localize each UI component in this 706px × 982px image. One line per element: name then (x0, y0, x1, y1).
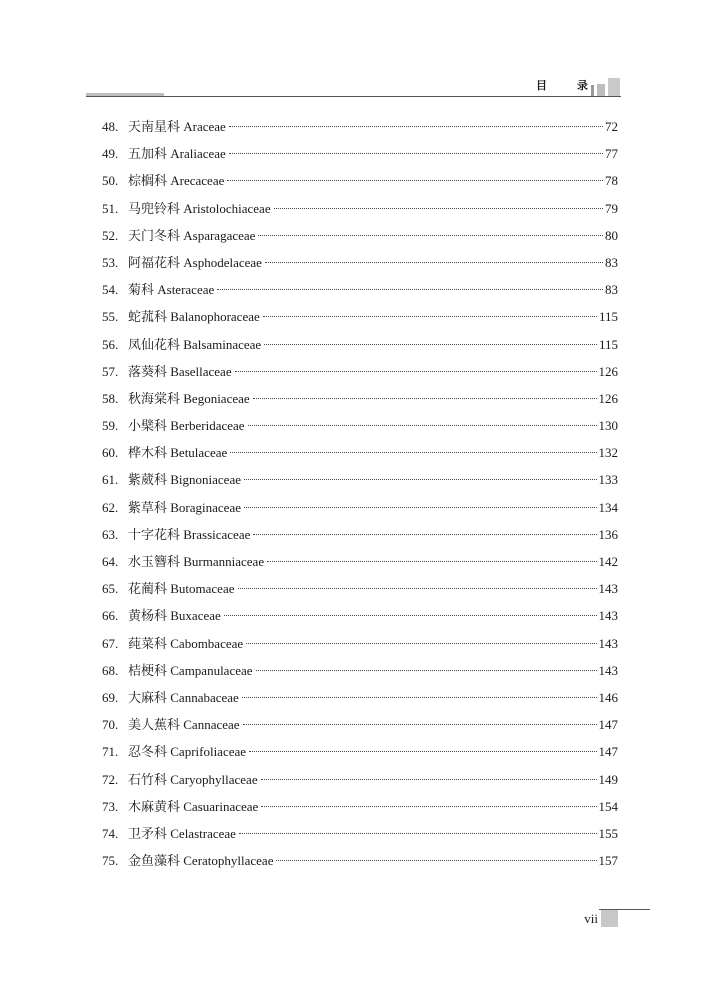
entry-family-name: 美人蕉科 Cannaceae (128, 717, 240, 733)
toc-entry (102, 688, 618, 715)
entry-family-name: 棕榈科 Arecaceae (128, 173, 225, 189)
entry-family-name: 紫草科 Boraginaceae (128, 499, 241, 515)
toc-entry (102, 797, 618, 824)
entry-number: 68. (102, 662, 119, 678)
toc-entry (102, 498, 618, 525)
header-title-char-1: 目 (536, 80, 547, 92)
entry-family-name: 菊科 Asteraceae (128, 282, 215, 298)
dot-leader (239, 833, 597, 834)
entry-family-name: 天南星科 Araceae (128, 119, 226, 134)
entry-page-number: 132 (598, 445, 618, 461)
entry-number: 53. (102, 254, 119, 270)
entry-page-number: 143 (598, 581, 618, 597)
footer-decoration (601, 910, 618, 927)
entry-page-number: 83 (605, 254, 618, 270)
entry-family-name: 秋海棠科 Begoniaceae (128, 390, 250, 406)
entry-number: 59. (102, 418, 119, 434)
dot-leader (230, 452, 596, 453)
toc-entry (102, 443, 618, 470)
entry-number: 73. (102, 798, 119, 814)
header-block-small (591, 85, 594, 96)
toc-entry (102, 715, 618, 742)
toc-entry (102, 171, 618, 198)
entry-family-name: 凤仙花科 Balsaminaceae (128, 336, 262, 352)
entry-number: 69. (102, 689, 119, 705)
entry-family-name: 小檗科 Berberidaceae (128, 418, 245, 434)
dot-leader (229, 153, 603, 154)
entry-page-number: 72 (605, 119, 618, 134)
toc-entry (102, 470, 618, 497)
toc-entry (102, 117, 618, 144)
dot-leader (253, 398, 597, 399)
entry-number: 64. (102, 554, 119, 569)
entry-number: 58. (102, 390, 119, 406)
dot-leader (244, 479, 597, 480)
entry-page-number: 146 (598, 689, 618, 705)
entry-page-number: 134 (598, 499, 618, 515)
entry-page-number: 130 (598, 418, 618, 434)
entry-family-name: 落葵科 Basellaceae (128, 363, 232, 379)
dot-leader (227, 180, 603, 181)
entry-page-number: 154 (598, 798, 618, 814)
dot-leader (261, 779, 597, 780)
entry-family-name: 桔梗科 Campanulaceae (128, 662, 253, 678)
dot-leader (258, 235, 603, 236)
dot-leader (243, 724, 597, 725)
entry-number: 72. (102, 771, 119, 787)
entry-page-number: 83 (605, 282, 618, 298)
toc-entry (102, 144, 618, 171)
dot-leader (229, 126, 603, 127)
page-number: vii (584, 911, 598, 926)
header-block-medium (597, 84, 605, 96)
entry-number: 56. (102, 336, 119, 352)
entry-family-name: 莼菜科 Cabombaceae (128, 635, 244, 651)
entry-family-name: 水玉簪科 Burmanniaceae (128, 554, 265, 569)
entry-number: 75. (102, 853, 119, 869)
entry-page-number: 126 (598, 390, 618, 406)
toc-entry (102, 335, 618, 362)
dot-leader (242, 697, 597, 698)
header-title (536, 78, 588, 92)
toc-entry (102, 824, 618, 851)
entry-number: 61. (102, 472, 119, 488)
entry-page-number: 147 (598, 717, 618, 733)
entry-page-number: 115 (598, 336, 618, 352)
entry-number: 48. (102, 119, 119, 134)
toc-entry (102, 253, 618, 280)
entry-page-number: 80 (605, 227, 618, 243)
toc-entry (102, 742, 618, 769)
entry-family-name: 蛇菰科 Balanophoraceae (128, 309, 260, 325)
toc-entry (102, 416, 618, 443)
dot-leader (253, 534, 596, 535)
toc-entry (102, 770, 618, 797)
dot-leader (263, 316, 597, 317)
dot-leader (217, 289, 603, 290)
entry-family-name: 卫矛科 Celastraceae (128, 825, 236, 841)
entry-number: 70. (102, 717, 119, 733)
entry-page-number: 157 (598, 853, 618, 869)
dot-leader (264, 344, 597, 345)
entry-page-number: 142 (598, 554, 618, 569)
entry-family-name: 忍冬科 Caprifoliaceae (128, 744, 247, 760)
entry-number: 49. (102, 146, 119, 162)
dot-leader (238, 588, 597, 589)
entry-family-name: 五加科 Araliaceae (128, 146, 226, 162)
header-decoration (591, 78, 620, 96)
entry-number: 50. (102, 173, 119, 189)
entry-number: 54. (102, 282, 119, 298)
toc-entry (102, 226, 618, 253)
dot-leader (276, 860, 596, 861)
entry-page-number: 155 (598, 825, 618, 841)
entry-page-number: 143 (598, 662, 618, 678)
dot-leader (249, 751, 596, 752)
entry-number: 71. (102, 744, 119, 760)
entry-family-name: 紫葳科 Bignoniaceae (128, 472, 241, 488)
dot-leader (246, 643, 596, 644)
toc-entry (102, 307, 618, 334)
header-block-large (608, 78, 620, 96)
table-of-contents (102, 117, 618, 878)
toc-entry (102, 280, 618, 307)
dot-leader (248, 425, 597, 426)
entry-family-name: 金鱼藻科 Ceratophyllaceae (128, 853, 274, 869)
dot-leader (256, 670, 597, 671)
dot-leader (235, 371, 597, 372)
entry-family-name: 石竹科 Caryophyllaceae (128, 771, 258, 787)
entry-page-number: 143 (598, 608, 618, 624)
entry-number: 55. (102, 309, 119, 325)
dot-leader (224, 615, 597, 616)
entry-page-number: 143 (598, 635, 618, 651)
entry-page-number: 149 (598, 771, 618, 787)
entry-page-number: 77 (605, 146, 618, 162)
toc-entry (102, 362, 618, 389)
dot-leader (274, 208, 603, 209)
entry-page-number: 133 (598, 472, 618, 488)
entry-family-name: 黄杨科 Buxaceae (128, 608, 221, 624)
entry-family-name: 马兜铃科 Aristolochiaceae (128, 200, 271, 216)
entry-number: 67. (102, 635, 119, 651)
entry-family-name: 天门冬科 Asparagaceae (128, 227, 256, 243)
dot-leader (261, 806, 596, 807)
toc-entry (102, 606, 618, 633)
entry-number: 65. (102, 581, 119, 597)
entry-page-number: 78 (605, 173, 618, 189)
entry-number: 57. (102, 363, 119, 379)
toc-entry (102, 579, 618, 606)
entry-page-number: 136 (598, 526, 618, 542)
dot-leader (267, 561, 596, 562)
entry-family-name: 桦木科 Betulaceae (128, 445, 228, 461)
toc-entry (102, 552, 618, 579)
entry-family-name: 十字花科 Brassicaceae (128, 526, 251, 542)
entry-page-number: 147 (598, 744, 618, 760)
header-title-char-2: 录 (577, 80, 588, 92)
toc-entry (102, 199, 618, 226)
toc-entry (102, 661, 618, 688)
entry-number: 74. (102, 825, 119, 841)
entry-number: 51. (102, 200, 119, 216)
entry-family-name: 阿福花科 Asphodelaceae (128, 254, 262, 270)
entry-page-number: 115 (598, 309, 618, 325)
entry-number: 52. (102, 227, 119, 243)
entry-family-name: 木麻黄科 Casuarinaceae (128, 798, 259, 814)
toc-entry (102, 634, 618, 661)
entry-number: 66. (102, 608, 119, 624)
entry-family-name: 大麻科 Cannabaceae (128, 689, 239, 705)
entry-number: 60. (102, 445, 119, 461)
toc-entry (102, 525, 618, 552)
dot-leader (265, 262, 603, 263)
dot-leader (244, 507, 597, 508)
entry-page-number: 126 (598, 363, 618, 379)
entry-number: 62. (102, 499, 119, 515)
entry-family-name: 花蔺科 Butomaceae (128, 581, 235, 597)
toc-entry (102, 851, 618, 878)
toc-entry (102, 389, 618, 416)
header-rule (86, 96, 621, 97)
entry-page-number: 79 (605, 200, 618, 216)
entry-number: 63. (102, 526, 119, 542)
